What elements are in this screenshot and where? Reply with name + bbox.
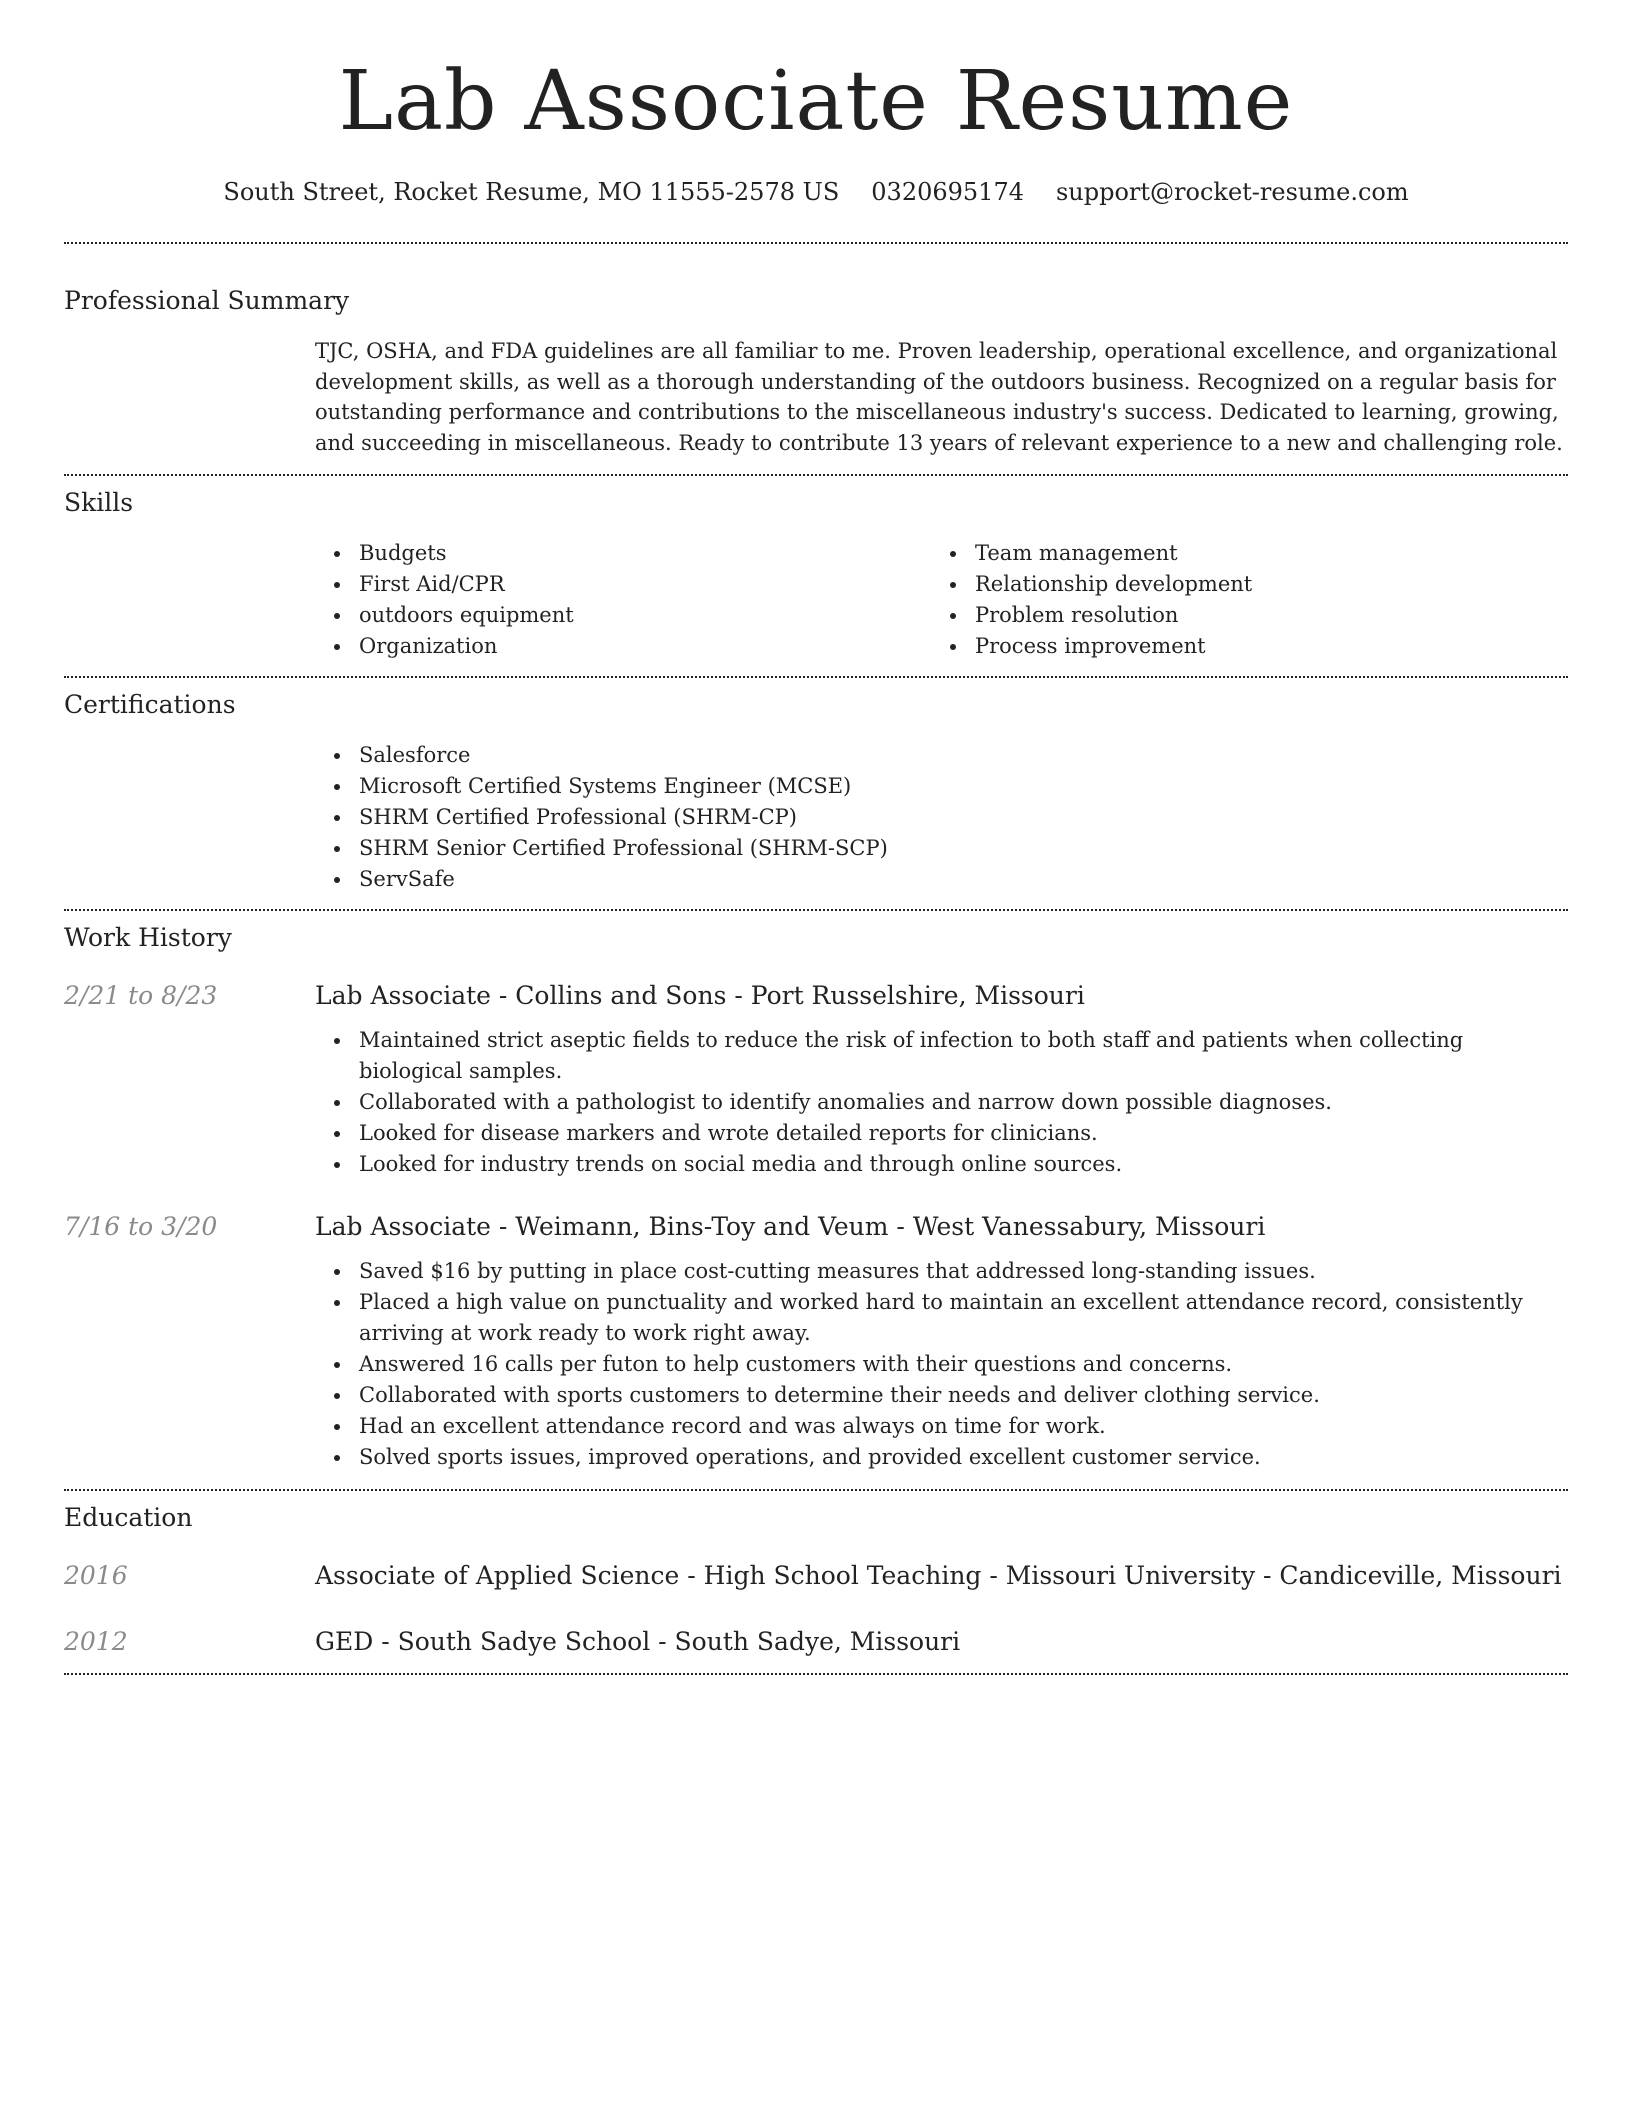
skills-right-list — [931, 538, 1547, 662]
list-item: Microsoft Certified Systems Engineer (MCSE) — [315, 771, 1568, 802]
list-item: Problem resolution — [931, 600, 1547, 631]
education-entry — [64, 1559, 1568, 1593]
work-history-heading: Work History — [64, 923, 232, 952]
skills-heading: Skills — [64, 488, 134, 517]
education-entry — [64, 1625, 1568, 1673]
contact-line — [64, 176, 1568, 208]
education-detail: Associate of Applied Science - High School Teaching - Missouri University - Candiceville, Missouri — [315, 1561, 1562, 1590]
list-item: Organization — [315, 631, 931, 662]
list-item: Placed a high value on punctuality and worked hard to maintain an excellent attendance record, consistently arriving at work ready to work right away. — [315, 1287, 1568, 1349]
job-dates: 7/16 to 3/20 — [64, 1212, 218, 1241]
list-item: Budgets — [315, 538, 931, 569]
list-item: Relationship development — [931, 569, 1547, 600]
education-section — [64, 1491, 1568, 1673]
summary-section — [64, 244, 1568, 474]
list-item: Salesforce — [315, 740, 1568, 771]
list-item: Saved $16 by putting in place cost-cutting measures that addressed long-standing issues. — [315, 1256, 1568, 1287]
certifications-heading: Certifications — [64, 690, 236, 719]
education-year: 2016 — [64, 1561, 128, 1590]
list-item: First Aid/CPR — [315, 569, 931, 600]
list-item: outdoors equipment — [315, 600, 931, 631]
skills-section — [64, 476, 1568, 676]
job-details — [315, 1025, 1568, 1180]
list-item: Process improvement — [931, 631, 1547, 662]
contact-phone: 0320695174 — [871, 178, 1024, 206]
skills-left-list — [315, 538, 931, 662]
list-item: Solved sports issues, improved operations, and provided excellent customer service. — [315, 1442, 1568, 1473]
certifications-body — [315, 740, 1568, 909]
contact-address: South Street, Rocket Resume, MO 11555-2578 US — [223, 178, 840, 206]
certifications-section — [64, 678, 1568, 909]
education-detail: GED - South Sadye School - South Sadye, Missouri — [315, 1627, 961, 1656]
list-item: Looked for industry trends on social media and through online sources. — [315, 1149, 1568, 1180]
education-year: 2012 — [64, 1627, 128, 1656]
list-item: Team management — [931, 538, 1547, 569]
list-item: Maintained strict aseptic fields to reduce the risk of infection to both staff and patients when collecting biological samples. — [315, 1025, 1568, 1087]
job-dates: 2/21 to 8/23 — [64, 981, 218, 1010]
resume-title: Lab Associate Resume — [338, 54, 1294, 149]
work-history-section — [64, 911, 1568, 1489]
summary-text: TJC, OSHA, and FDA guidelines are all familiar to me. Proven leadership, operational excellence, and organizational development skills, as well as a thorough understanding of the outdoors business. Recognized on a regular basis for outstanding performance and contributions to the miscellaneous industry's success. Dedicated to learning, growing, and succeeding in miscellaneous. Ready to contribute 13 years of relevant experience to a new and challenging role. — [315, 339, 1563, 455]
list-item: Looked for disease markers and wrote detailed reports for clinicians. — [315, 1118, 1568, 1149]
summary-heading: Professional Summary — [64, 286, 350, 315]
job-entry — [64, 979, 1568, 1180]
list-item: SHRM Senior Certified Professional (SHRM-SCP) — [315, 833, 1568, 864]
list-item: SHRM Certified Professional (SHRM-CP) — [315, 802, 1568, 833]
job-bullets — [315, 1256, 1568, 1473]
job-entry — [64, 1210, 1568, 1489]
list-item: Answered 16 calls per futon to help customers with their questions and concerns. — [315, 1349, 1568, 1380]
job-title: Lab Associate - Collins and Sons - Port Russelshire, Missouri — [315, 981, 1085, 1010]
list-item: Had an excellent attendance record and was always on time for work. — [315, 1411, 1568, 1442]
contact-email: support@rocket-resume.com — [1055, 178, 1409, 206]
list-item: Collaborated with a pathologist to identify anomalies and narrow down possible diagnoses. — [315, 1087, 1568, 1118]
certifications-list — [315, 740, 1568, 895]
job-details — [315, 1256, 1568, 1473]
skills-columns — [315, 538, 1568, 676]
job-bullets — [315, 1025, 1568, 1180]
divider — [64, 1673, 1568, 1675]
list-item: Collaborated with sports customers to determine their needs and deliver clothing service. — [315, 1380, 1568, 1411]
job-title: Lab Associate - Weimann, Bins-Toy and Veum - West Vanessabury, Missouri — [315, 1212, 1266, 1241]
list-item: ServSafe — [315, 864, 1568, 895]
education-heading: Education — [64, 1503, 193, 1532]
